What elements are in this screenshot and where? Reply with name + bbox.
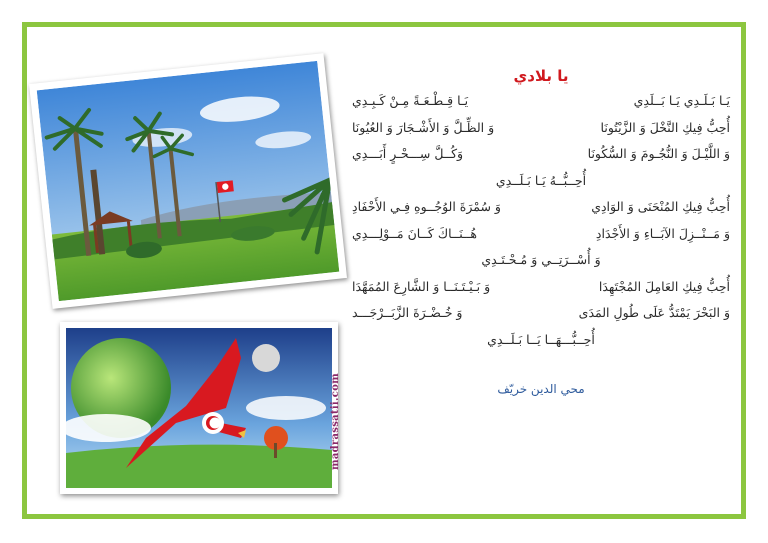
verse-right: أُحِبُّ فِيكِ النَّخْلَ وَ الزَّيْتُونَا xyxy=(600,119,730,135)
landscape-photo xyxy=(29,53,347,309)
verse-left: هُــنَــاكَ كَــانَ مَــوْلِـــدِي xyxy=(352,225,477,241)
verse-line xyxy=(352,194,730,221)
watermark xyxy=(326,356,346,486)
verse-left: وَكُــلَّ سِـــحْـرٍ أَبَـــدِي xyxy=(352,146,464,161)
poem-title: يا بلادي xyxy=(513,67,569,85)
verse-left: وَ خُـضْـرَةَ الزَّبَــرْجَـــد xyxy=(352,305,463,320)
verse-line xyxy=(352,221,730,248)
verse-line xyxy=(352,274,730,301)
verse-right: وَ اللَّيْـلَ وَ النُّجُـومَ وَ السُّكُونَا xyxy=(587,146,730,161)
poem xyxy=(352,64,730,414)
verse-line xyxy=(352,88,730,115)
eagle-flag-illustration xyxy=(60,322,338,494)
verse-right: أُحِبُّ فِيكِ العَامِلَ المُجْتَهِدَا xyxy=(598,278,730,294)
refrain-line: أُحِــبُّــهُ يَـا بَـلَــدِي xyxy=(495,172,587,188)
verse-right: وَ مَــنْــزِلَ الآبَــاءِ وَ الأَجْدَادِ xyxy=(595,225,730,241)
verse-left: وَ سُمْرَةَ الوُجُــوهِ فِـي الأَحْفَادِ xyxy=(352,199,501,214)
verse-right: وَ البَحْرَ يَمْتَدُّ عَلَى طُولِ المَدَى xyxy=(578,305,730,320)
watermark-text: madrassatii.com xyxy=(330,372,342,470)
verse-left: وَ الظِّـلَّ وَ الأَشْـجَارَ وَ العُيُونَا xyxy=(352,119,495,135)
refrain-line: أُحِــبُّـــهَــا يَــا بَـلَــدِي xyxy=(487,331,595,347)
verse-left: يَـا قِـطْـعَـةً مِـنْ كَـبِـدِي xyxy=(352,93,469,108)
verse-right: أُحِبُّ فِيكِ المُنْحَنَى وَ الوَادِي xyxy=(591,199,730,214)
poem-author: محي الدين خريّف xyxy=(497,382,585,396)
verse-line xyxy=(352,141,730,168)
verse-line xyxy=(352,300,730,327)
verse-right: يَـا بَـلَـدِي يَـا بَــلَدِي xyxy=(633,93,730,108)
refrain-line: وَ أُسْــرَتِــي وَ مُـحْـتَـدِي xyxy=(481,252,601,267)
verse-left: وَ بَـيْـتَـنَــا وَ الشَّارِعَ المُمَهَّدَا xyxy=(352,278,491,294)
verse-line xyxy=(352,115,730,142)
